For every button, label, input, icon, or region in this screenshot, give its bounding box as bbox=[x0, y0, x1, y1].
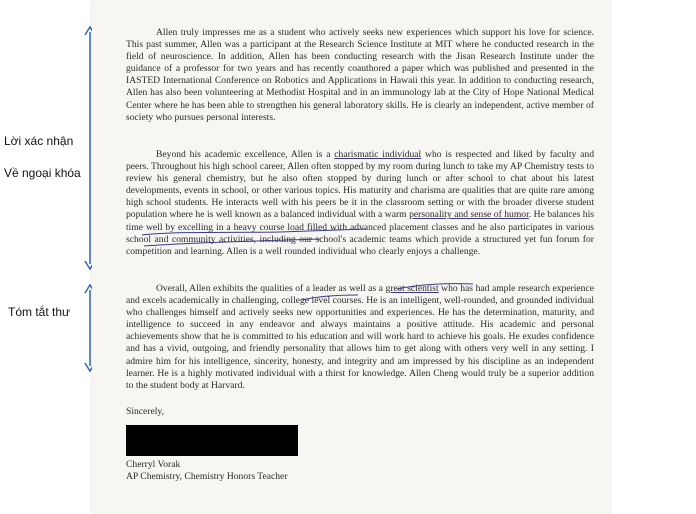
underlined-phrase: personality and sense of humor bbox=[409, 209, 529, 221]
signer-title: AP Chemistry, Chemistry Honors Teacher bbox=[126, 471, 288, 482]
underlined-phrase: charismatic individual bbox=[334, 149, 422, 160]
paragraph-text: Beyond his academic excellence, Allen is a bbox=[156, 149, 335, 160]
right-margin bbox=[612, 0, 696, 514]
redacted-signature bbox=[126, 425, 298, 456]
letter-paragraph-research bbox=[126, 27, 594, 124]
paragraph-text: Allen truly impresses me as a student who actively seeks new experiences which support his love for science. This past summer, Allen was a participant at the Research Science Institute at MIT where he conducted research in the field of neuroscience. In addition, Allen has been conducting research with the Jisan Research Institute under the guidance of a professor for two years and has recently coauthored a paper which was published and presented in the IASTED International Conference on Robotics and Applications in Hawaii this year. In addition to conducting research, Allen has also been volunteering at Methodist Hospital and in an immunology lab at the City of Hope National Medical Center where he has been able to strengthen his general laboratory skills. He is clearly an independent, active member of society who pursues personal interests. bbox=[126, 27, 594, 123]
paragraph-text: . He balances his time well by excelling in a heavy course load filled with advanced placement classes and he also participates in various school and community activities, including our school's academic teams which provide a structured yet fun forum for competition and learning. Allen is a well rounded individual who clearly enjoys a challenge. bbox=[126, 209, 595, 257]
annotation-panel bbox=[0, 0, 88, 514]
letter-paragraph-summary bbox=[126, 283, 594, 392]
label-extracurricular-line2: Về ngoại khóa bbox=[4, 166, 81, 180]
paragraph-text: Overall, Allen exhibits the qualities of a leader as well as a bbox=[156, 283, 386, 294]
letter-paragraph-character bbox=[126, 149, 594, 258]
label-summary: Tóm tắt thư bbox=[8, 305, 71, 319]
underlined-phrase: great scientist bbox=[385, 283, 439, 294]
closing-salutation: Sincerely, bbox=[126, 406, 165, 417]
label-extracurricular-line1: Lời xác nhận bbox=[4, 134, 74, 148]
paragraph-text: who has had ample research experience and excels academically in challenging, college level courses. He is an intelligent, well-rounded, and grounded individual who challenges himself and actively seeks new opportunities and experiences. He has the determination, maturity, and intelligence to succeed in any endeavor and always maintains a positive attitude. His academic and personal achievements show that he is committed to his education and will work hard to achieve his goals. He exudes confidence and has a vivid, outgoing, and friendly personality that allows him to get along with others very well in any setting. I admire him for his intelligence, sincerity, honesty, and integrity and am impressed by his discipline as an independent learner. He is a highly motivated individual with a thirst for knowledge. Allen Cheng would truly be a superior addition to the student body at Harvard. bbox=[126, 283, 594, 391]
paragraph-text: who is respected and liked by faculty and peers. Throughout his high school career, Allen often stopped by my room during lunch to take my AP Chemistry tests to review his general chemistry, but he also often stopped by during lunch or after school to chat about his latest developments, events in school, or other various topics. His maturity and charisma are qualities that are quite rare among high school students. He interacts well with his peers be it in the classroom setting or with the broader diverse student population where he is well known as a balanced individual with a warm bbox=[126, 149, 594, 221]
signer-name: Cherryl Vorak bbox=[126, 459, 181, 470]
